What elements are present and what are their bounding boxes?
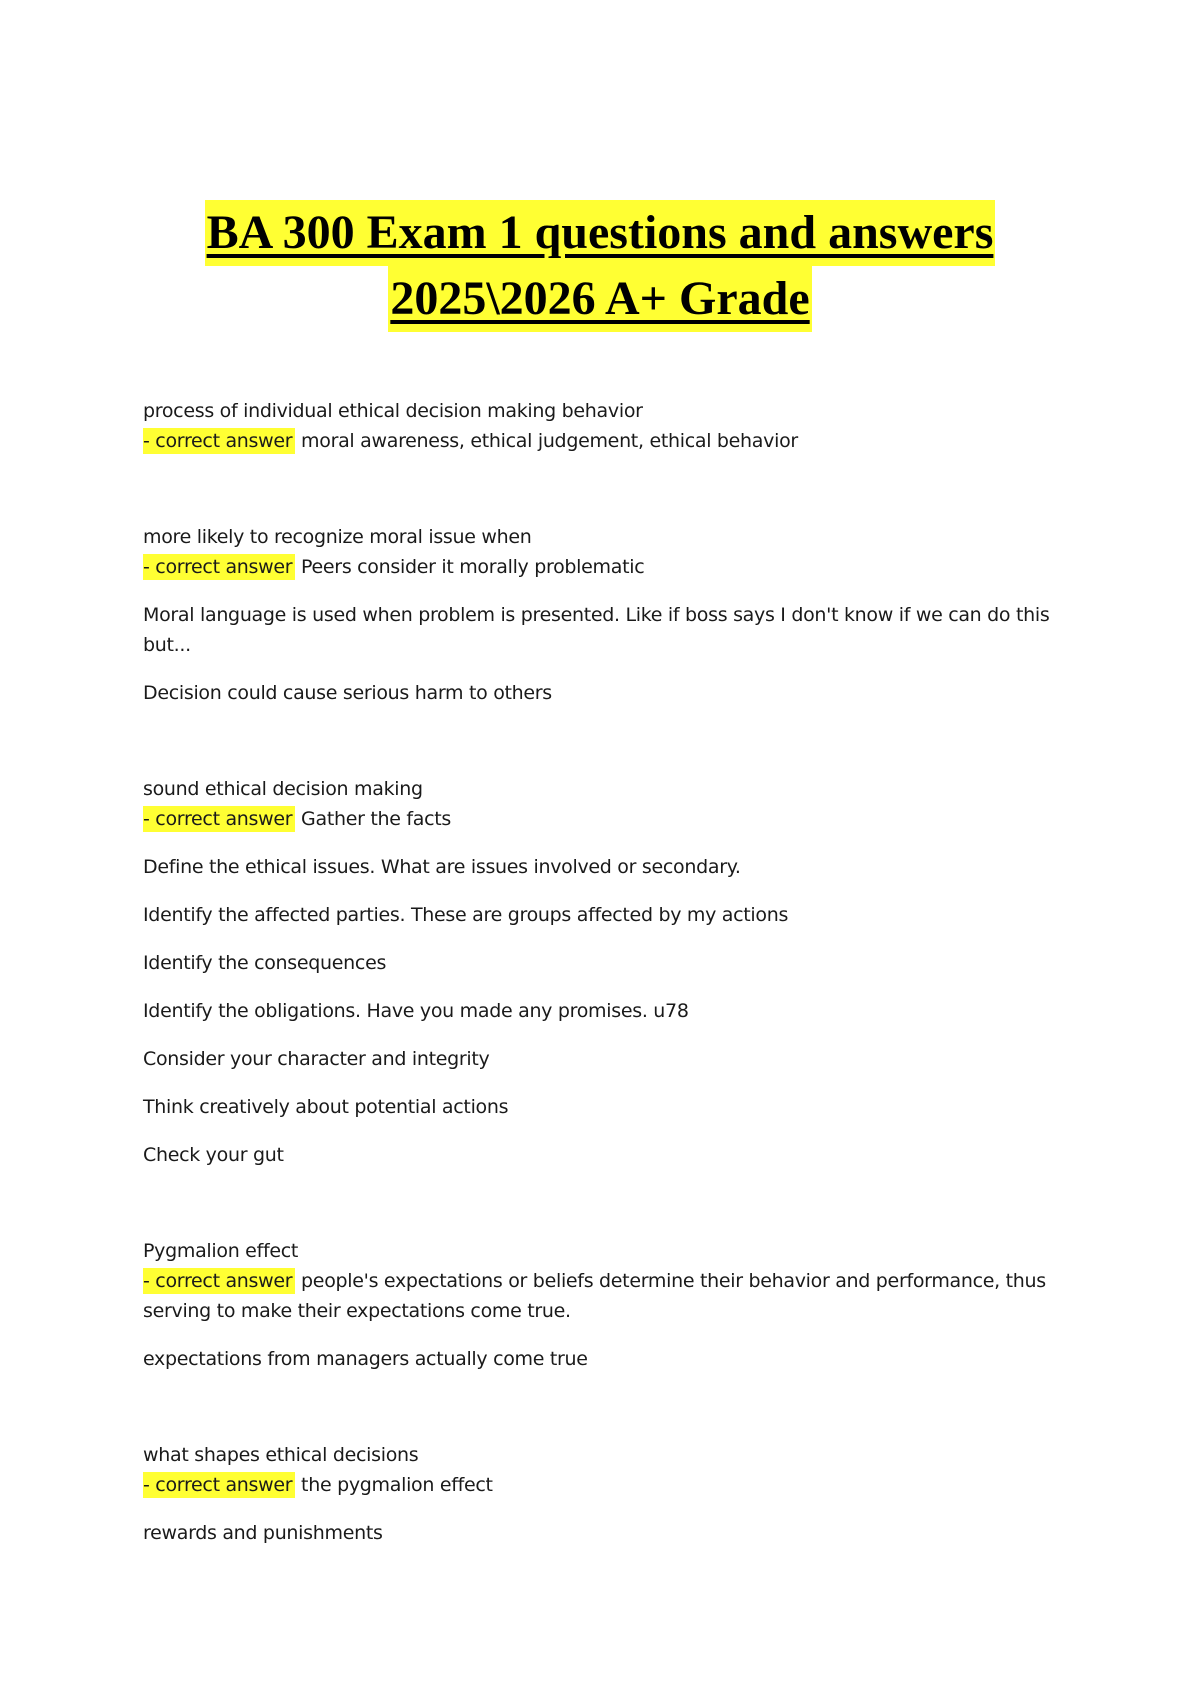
question-text: Pygmalion effect xyxy=(143,1240,299,1262)
qa-item xyxy=(143,1236,1083,1374)
answer-extra-line: Decision could cause serious harm to others xyxy=(143,682,552,704)
answer-line xyxy=(143,1470,1083,1500)
answer-text: the pygmalion effect xyxy=(301,1474,493,1496)
answer-extra-line: Consider your character and integrity xyxy=(143,1048,490,1070)
answer-extra-line: Moral language is used when problem is presented. Like if boss says I don't know if we can do this but... xyxy=(143,604,1050,656)
answer-extra-line: Identify the affected parties. These are groups affected by my actions xyxy=(143,904,789,926)
answer-extra-line: Identify the obligations. Have you made any promises. u78 xyxy=(143,1000,689,1022)
answer-extra-line: Identify the consequences xyxy=(143,952,387,974)
question-text: more likely to recognize moral issue when xyxy=(143,526,532,548)
correct-answer-badge: - correct answer xyxy=(143,554,295,580)
answer-extra-line: Define the ethical issues. What are issues involved or secondary. xyxy=(143,856,741,878)
answer-line xyxy=(143,426,1083,456)
qa-list xyxy=(143,396,1083,1614)
answer-extra-line: Check your gut xyxy=(143,1144,284,1166)
correct-answer-badge: - correct answer xyxy=(143,806,295,832)
answer-text: Gather the facts xyxy=(301,808,451,830)
title-line-1: BA 300 Exam 1 questions and answers xyxy=(205,200,996,266)
question-text: what shapes ethical decisions xyxy=(143,1444,419,1466)
correct-answer-badge: - correct answer xyxy=(143,1472,295,1498)
question-text: sound ethical decision making xyxy=(143,778,423,800)
qa-item xyxy=(143,1440,1083,1548)
qa-item xyxy=(143,522,1083,708)
qa-item xyxy=(143,774,1083,1170)
correct-answer-badge: - correct answer xyxy=(143,1268,295,1294)
document-title xyxy=(0,200,1200,332)
answer-line xyxy=(143,804,1083,834)
answer-extra-line: expectations from managers actually come true xyxy=(143,1348,588,1370)
question-text: process of individual ethical decision making behavior xyxy=(143,400,643,422)
answer-line xyxy=(143,552,1083,582)
correct-answer-badge: - correct answer xyxy=(143,428,295,454)
qa-item xyxy=(143,396,1083,456)
answer-line xyxy=(143,1266,1083,1326)
answer-text: Peers consider it morally problematic xyxy=(301,556,645,578)
answer-text: people's expectations or beliefs determine their behavior and performance, thus serving to make their expectations come true. xyxy=(143,1270,1046,1322)
answer-text: moral awareness, ethical judgement, ethical behavior xyxy=(301,430,798,452)
answer-extra-line: Think creatively about potential actions xyxy=(143,1096,509,1118)
title-line-2: 2025\2026 A+ Grade xyxy=(388,266,811,332)
answer-extra-line: rewards and punishments xyxy=(143,1522,383,1544)
